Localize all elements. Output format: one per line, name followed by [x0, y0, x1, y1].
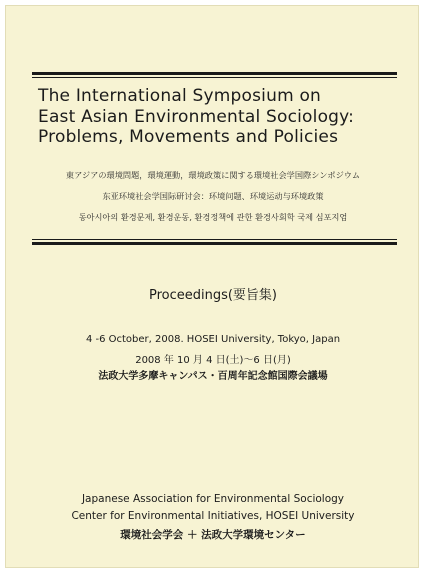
organizer-japanese: 環境社会学会 ＋ 法政大学環境センター	[120, 529, 306, 541]
event-venue-japanese: 法政大学多摩キャンパス・百周年記念館国際会議場	[98, 371, 328, 382]
top-rule-thick	[32, 72, 397, 75]
top-rule-thin	[32, 77, 397, 78]
subtitle-chinese: 东亚环境社会学国际研讨会：环境问题、环境运动与环境政策	[102, 191, 324, 201]
title-line-2: East Asian Environmental Sociology:	[38, 106, 355, 127]
organizer-jaes: Japanese Association for Environmental Sociology	[81, 493, 345, 505]
title-line-1: The International Symposium on	[38, 86, 322, 106]
bottom-rule-thin	[32, 239, 397, 240]
cover-page	[5, 5, 419, 568]
symposium-title	[38, 86, 398, 148]
subtitle-japanese: 東アジアの環境問題，環境運動，環境政策に関する環境社会学国際シンポジウム	[65, 170, 361, 180]
event-date-venue: 4 -6 October, 2008. HOSEI University, Tokyo, Japan	[85, 334, 341, 345]
organizer-hosei-center: Center for Environmental Initiatives, HOSEI University	[71, 510, 355, 522]
proceedings-label: Proceedings(要旨集)	[148, 288, 278, 303]
subtitle-korean: 동아시아의 환경문제, 환경운동, 환경정책에 관한 환경사회학 국제 심포지엄	[78, 212, 348, 222]
event-date-japanese: 2008 年 10 月 4 日(土)～6 日(月)	[135, 355, 291, 366]
title-line-3: Problems, Movements and Policies	[38, 127, 339, 147]
bottom-rule-thick	[32, 242, 397, 245]
